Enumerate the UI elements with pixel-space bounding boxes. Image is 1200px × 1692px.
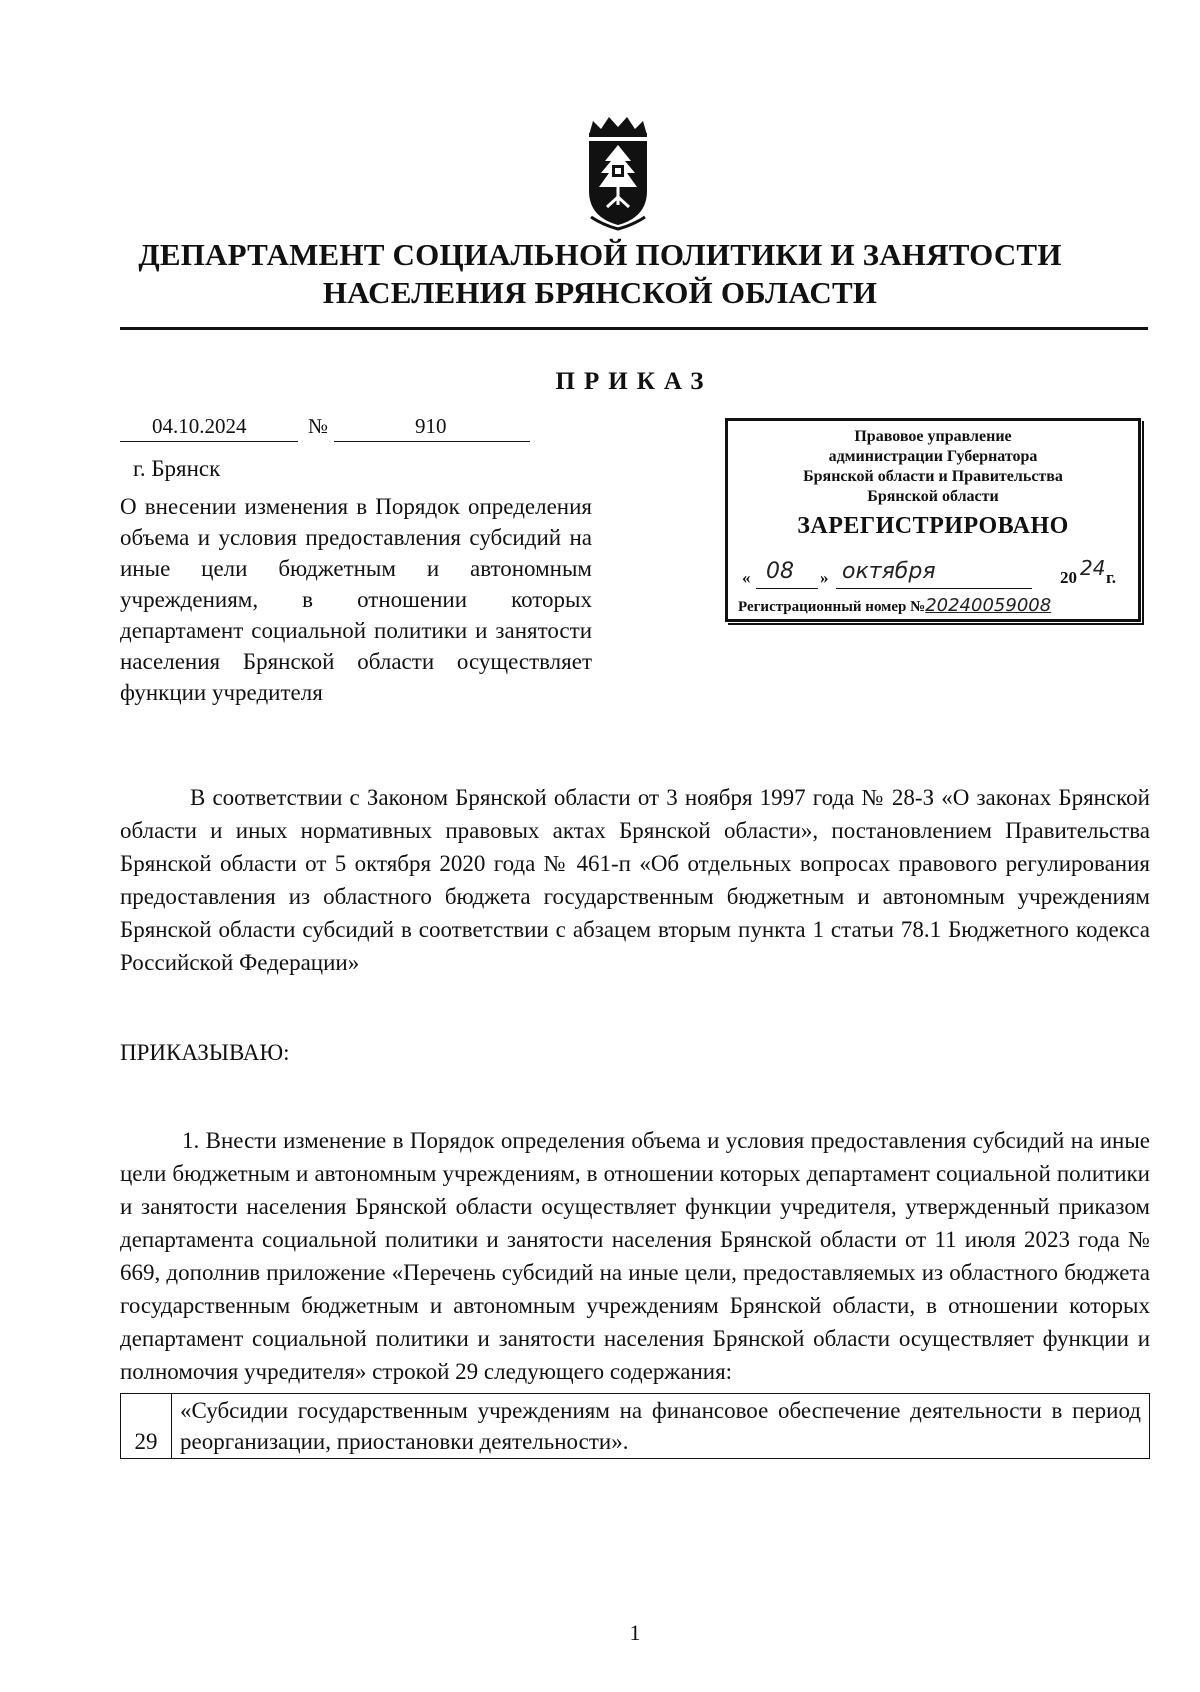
stamp-reg-label: Регистрационный номер № (738, 599, 926, 615)
stamp-registered: ЗАРЕГИСТРИРОВАНО (797, 513, 1069, 539)
header-line-1: ДЕПАРТАМЕНТ СОЦИАЛЬНОЙ ПОЛИТИКИ И ЗАНЯТОСТИ (138, 237, 1062, 272)
order-number-label: № (308, 414, 329, 438)
stamp-registration-row (738, 596, 1134, 617)
stamp-quote-open: « (742, 568, 751, 587)
stamp-year-suffix: 24 (1080, 556, 1106, 580)
order-date: 04.10.2024 (152, 414, 247, 438)
stamp-reg-number: 20240059008 (925, 595, 1052, 616)
header-divider (120, 327, 1148, 330)
order-number: 910 (415, 414, 447, 438)
stamp-line-3: Брянской области и Правительства (803, 468, 1063, 485)
order-meta (120, 414, 530, 442)
stamp-quote-close: » (820, 568, 829, 587)
page-number: 1 (629, 1620, 641, 1645)
bryansk-coat-of-arms-icon (583, 113, 653, 231)
stamp-month-underline (836, 588, 1032, 589)
stamp-year-prefix: 20 (1060, 568, 1077, 587)
stamp-line-2: администрации Губернатора (828, 448, 1038, 465)
item-1-paragraph: 1. Внести изменение в Порядок определения объема и условия предоставления субсидий на иные цели бюджетным и автономным учреждениям, в отношении которых департамент социальной политики и занятости населения Брянской области осуществляет функции учредителя, утвержденный приказом департамента социальной политики и занятости населения Брянской области от 11 июля 2023 года № 669, дополнив приложение «Перечень субсидий на иные цели, предоставляемых из областного бюджета государственным бюджетным и автономным учреждениям Брянской области, в отношении которых департамент социальной политики и занятости населения Брянской области осуществляет функции и полномочия учредителя» строкой 29 следующего содержания: (120, 1128, 1150, 1384)
stamp-month: октября (842, 559, 936, 584)
table-row-text: «Субсидии государственным учреждениям на финансовое обеспечение деятельности в период реорганизации, приостановки деятельности». (172, 1394, 1150, 1459)
stamp-day-underline (756, 588, 818, 589)
number-underline (334, 441, 530, 442)
stamp-line-1: Правовое управление (854, 428, 1012, 445)
decree-word: ПРИКАЗЫВАЮ: (120, 1040, 290, 1065)
header-line-2: НАСЕЛЕНИЯ БРЯНСКОЙ ОБЛАСТИ (322, 275, 878, 310)
order-title: ПРИКАЗ (555, 368, 713, 395)
registration-stamp (725, 418, 1141, 622)
department-header (0, 236, 1200, 312)
stamp-date-row (738, 556, 1132, 594)
stamp-year-unit: г. (1106, 568, 1117, 587)
appendix-row-table (120, 1393, 1150, 1459)
stamp-line-4: Брянской области (867, 488, 999, 505)
intro-paragraph: В соответствии с Законом Брянской области от 3 ноября 1997 года № 28-З «О законах Брянской области и иных нормативных правовых актах Брянской области», постановлением Правительства Брянской области от 5 октября 2020 года № 461-п «Об отдельных вопросах правового регулирования предоставления из областного бюджета государственным бюджетным и автономным учреждениям Брянской области субсидий в соответствии с абзацем вторым пункта 1 статьи 78.1 Бюджетного кодекса Российской Федерации» (120, 785, 1150, 975)
order-subject: О внесении изменения в Порядок определения объема и условия предоставления субсидий на иные цели бюджетным и автономным учреждениям, в отношении которых департамент социальной политики и занятости населения Брянской области осуществляет функции учредителя (120, 494, 592, 705)
date-underline (120, 441, 298, 442)
stamp-day: 08 (766, 559, 794, 584)
order-city: г. Брянск (133, 456, 221, 481)
table-row (121, 1394, 1150, 1459)
table-row-number: 29 (121, 1394, 172, 1459)
